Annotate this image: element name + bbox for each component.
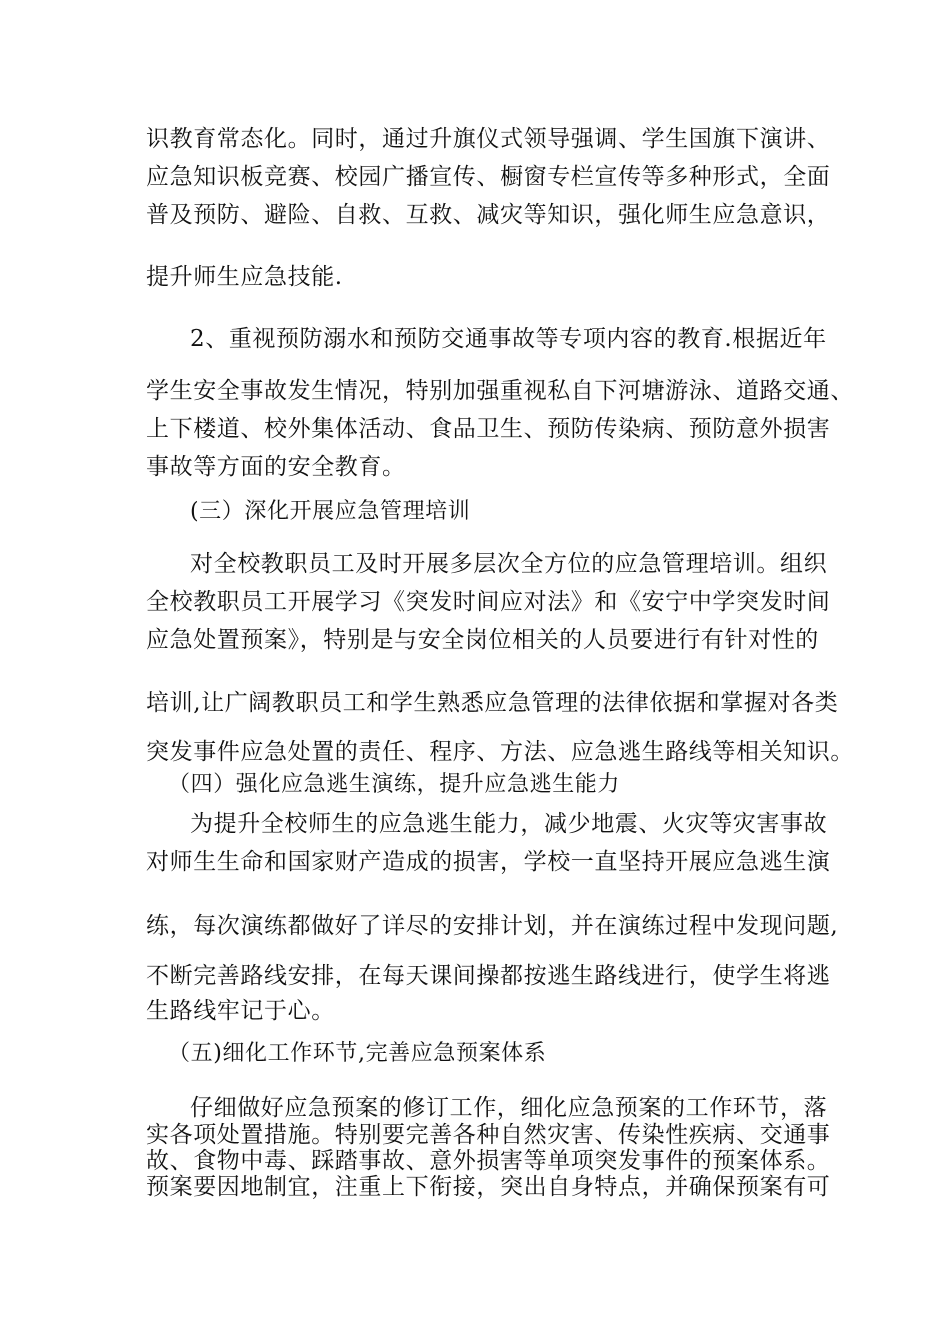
- paragraph-line: 应急知识板竞赛、校园广播宣传、橱窗专栏宣传等多种形式，全面: [146, 164, 831, 190]
- section-heading-3: (三）深化开展应急管理培训: [190, 499, 471, 524]
- paragraph-line: 提升师生应急技能.: [146, 264, 343, 290]
- paragraph-line: 故、食物中毒、踩踏事故、意外损害等单项突发事件的预案体系。: [146, 1148, 831, 1174]
- paragraph-line: 普及预防、避险、自救、互救、减灾等知识，强化师生应急意识，: [146, 202, 831, 228]
- paragraph-line: 学生安全事故发生情况，特别加强重视私自下河塘游泳、道路交通、: [146, 378, 854, 404]
- paragraph-line: 上下楼道、校外集体活动、食品卫生、预防传染病、预防意外损害: [146, 416, 831, 442]
- paragraph-line: 不断完善路线安排，在每天课间操都按逃生路线进行，使学生将逃: [146, 963, 831, 989]
- paragraph-line: 预案要因地制宜，注重上下衔接，突出自身特点，并确保预案有可: [146, 1174, 831, 1200]
- section-heading-5: （五)细化工作环节,完善应急预案体系: [168, 1041, 547, 1066]
- paragraph-line: 2、重视预防溺水和预防交通事故等专项内容的教育.根据近年: [190, 326, 827, 352]
- paragraph-line: 事故等方面的安全教育。: [146, 454, 406, 480]
- paragraph-line: 培训,让广阔教职员工和学生熟悉应急管理的法律依据和掌握对各类: [146, 690, 839, 716]
- paragraph-line: 为提升全校师生的应急逃生能力，减少地震、火灾等灾害事故: [190, 811, 828, 837]
- section-heading-4: （四）强化应急逃生演练，提升应急逃生能力: [168, 772, 621, 797]
- paragraph-line: 实各项处置措施。特别要完善各种自然灾害、传染性疾病、交通事: [146, 1122, 831, 1148]
- paragraph-line: 对师生生命和国家财产造成的损害，学校一直坚持开展应急逃生演: [146, 849, 831, 875]
- paragraph-line: 突发事件应急处置的责任、程序、方法、应急逃生路线等相关知识。: [146, 739, 854, 765]
- paragraph-line: 对全校教职员工及时开展多层次全方位的应急管理培训。组织: [190, 551, 828, 577]
- paragraph-line: 练，每次演练都做好了详尽的安排计划，并在演练过程中发现问题,: [146, 913, 839, 939]
- paragraph-line: 仔细做好应急预案的修订工作，细化应急预案的工作环节，落: [190, 1095, 828, 1121]
- paragraph-line: 全校教职员工开展学习《突发时间应对法》和《安宁中学突发时间: [146, 589, 831, 615]
- paragraph-line: 生路线牢记于心。: [146, 998, 335, 1024]
- paragraph-line: 应急处置预案》，特别是与安全岗位相关的人员要进行有针对性的: [146, 627, 819, 653]
- paragraph-line: 识教育常态化。同时，通过升旗仪式领导强调、学生国旗下演讲、: [146, 126, 831, 152]
